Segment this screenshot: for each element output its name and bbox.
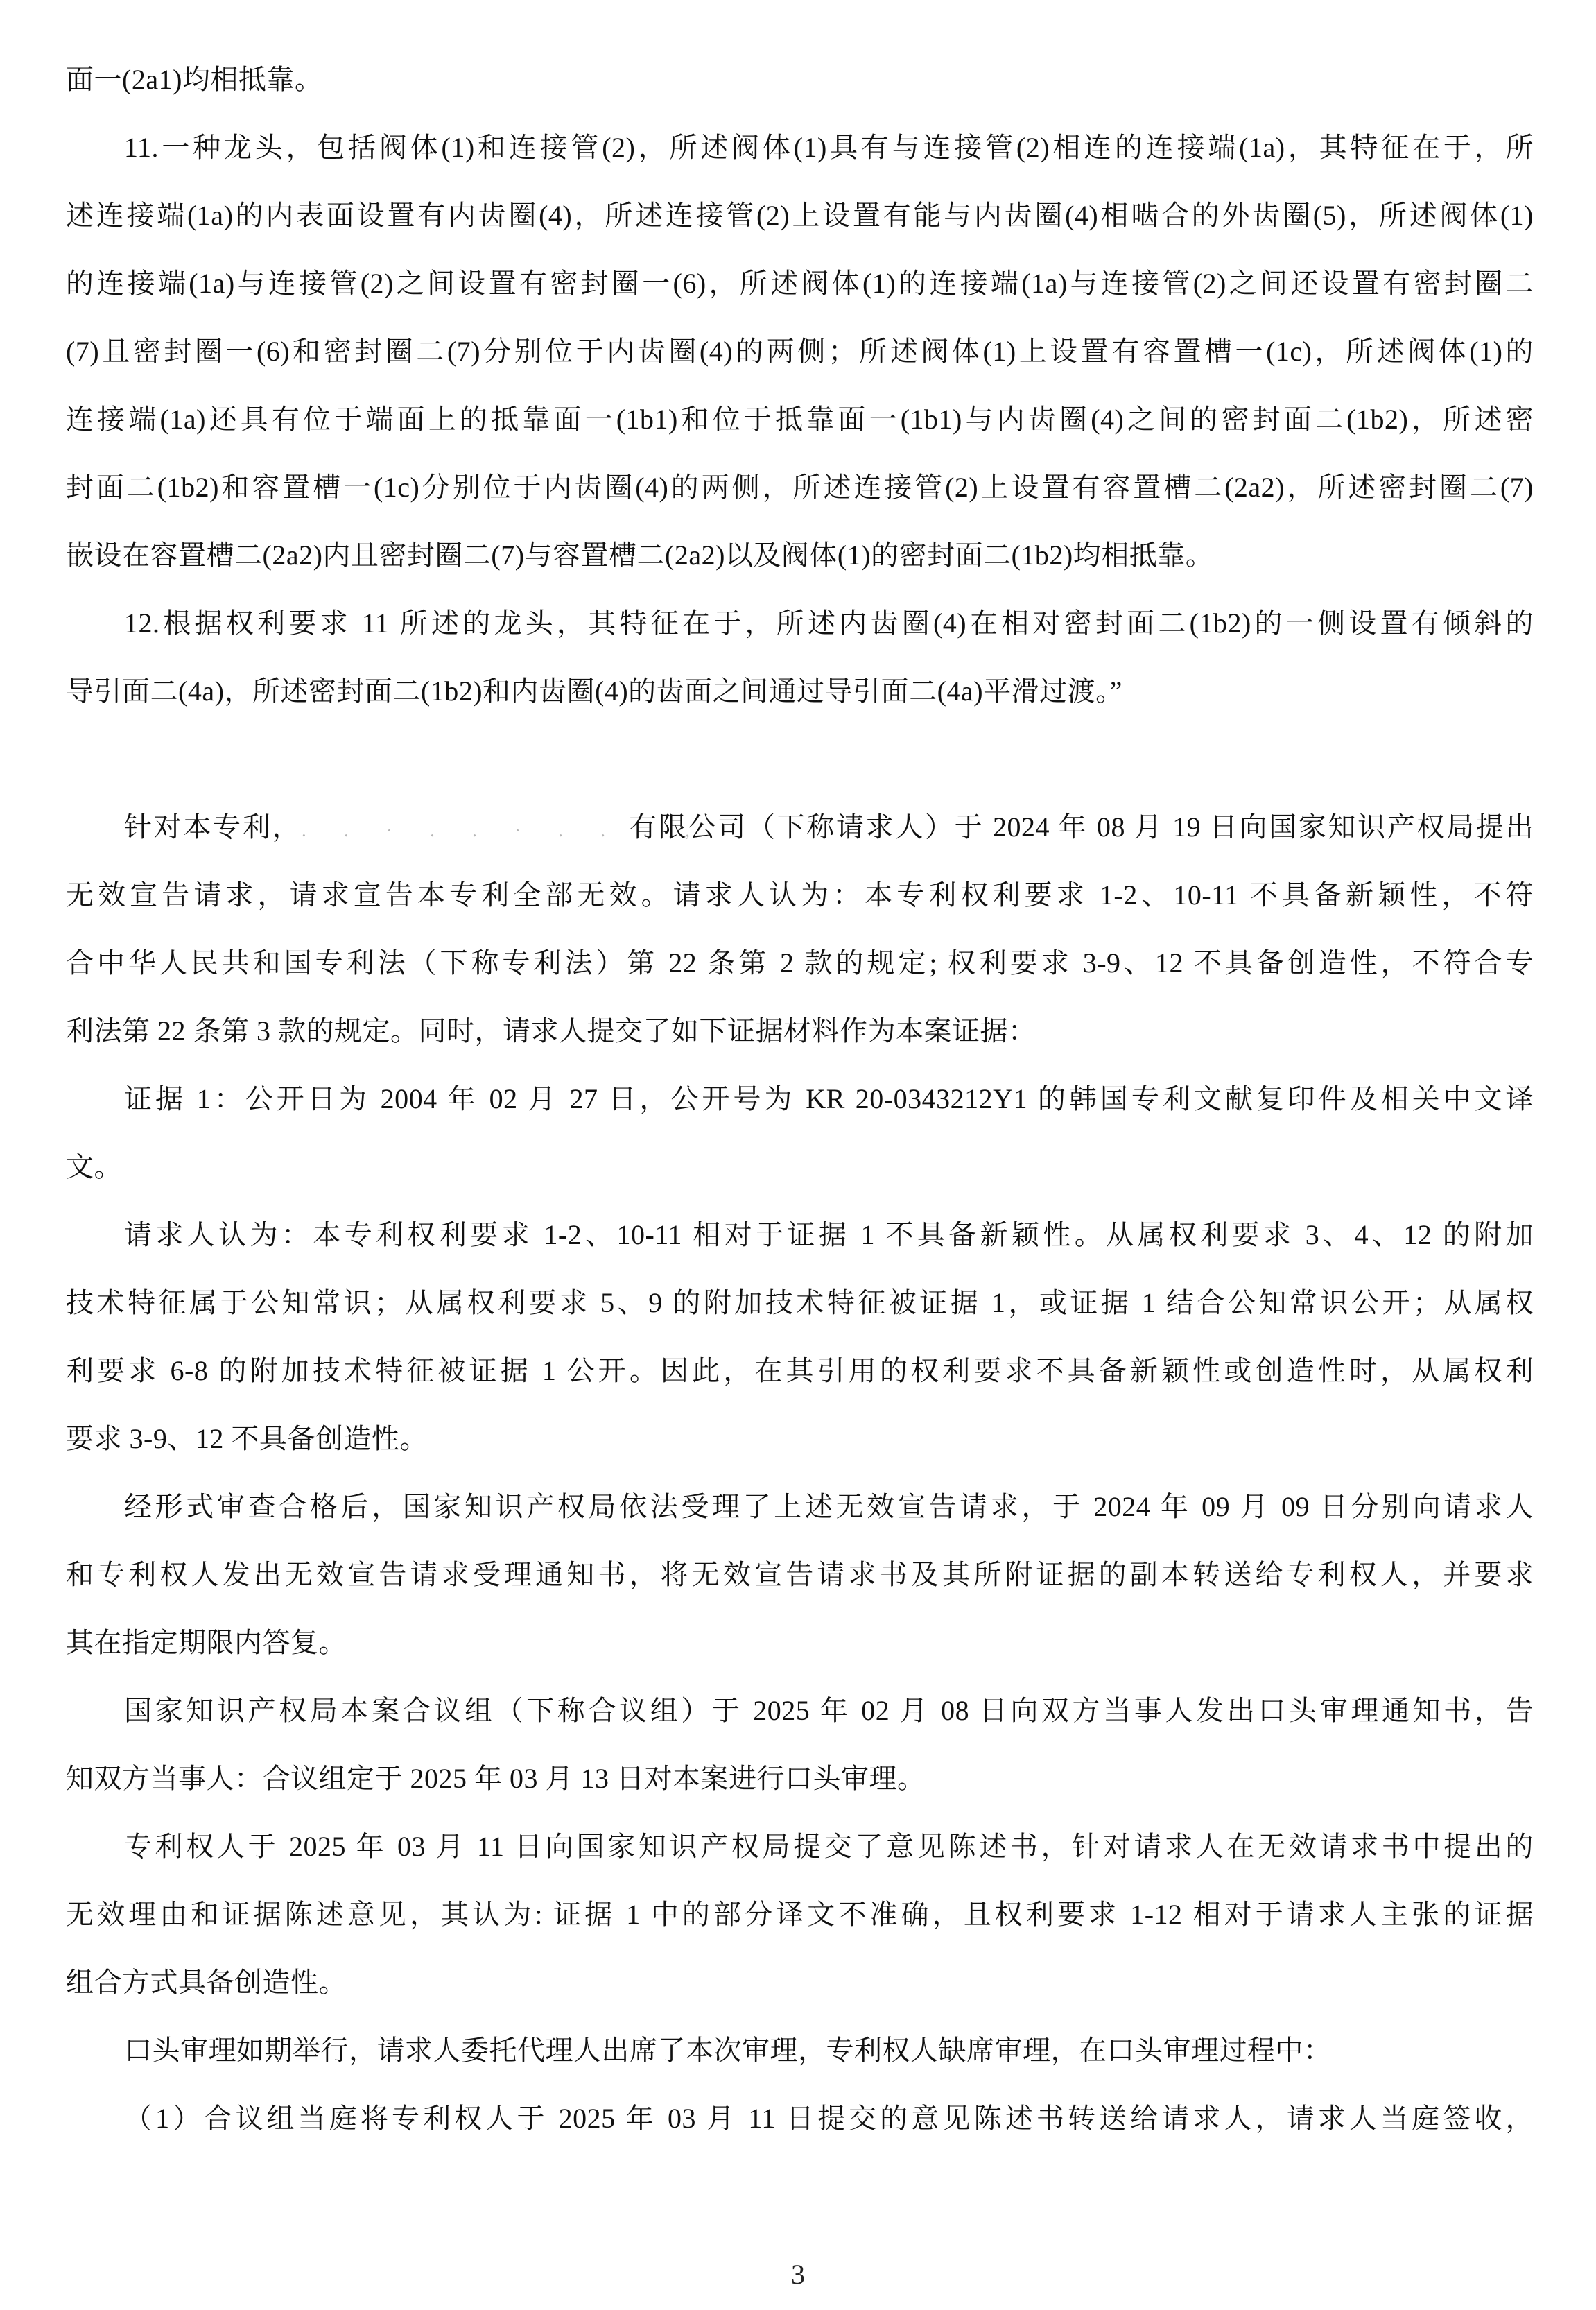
page-number: 3 [791, 2259, 805, 2290]
text-line: 面一(2a1)均相抵靠。 [66, 64, 323, 95]
text-line: 知双方当事人：合议组定于 2025 年 03 月 13 日对本案进行口头审理。 [66, 1763, 926, 1794]
text-line: 针对本专利，. . · . . · . . . ,有限公司（下称请求人）于 2024 年 08 月 19 日向国家知识产权局提出 [66, 793, 1534, 861]
text-line: 国家知识产权局本案合议组（下称合议组）于 2025 年 02 月 08 日向双方当事人发出口头审理通知书，告 [124, 1695, 1534, 1726]
text-line: 述连接端(1a)的内表面设置有内齿圈(4)，所述连接管(2)上设置有能与内齿圈(4)相啮合的外齿圈(5)，所述阀体(1) [66, 200, 1534, 231]
text-line: 导引面二(4a)，所述密封面二(1b2)和内齿圈(4)的齿面之间通过导引面二(4a)平滑过渡。” [66, 675, 1122, 707]
text-line: 11.一种龙头，包括阀体(1)和连接管(2)，所述阀体(1)具有与连接管(2)相连的连接端(1a)，其特征在于，所 [124, 132, 1534, 163]
text-line: 嵌设在容置槽二(2a2)内且密封圈二(7)与容置槽二(2a2)以及阀体(1)的密封面二(1b2)均相抵靠。 [66, 540, 1214, 571]
text-line: 无效理由和证据陈述意见，其认为: 证据 1 中的部分译文不准确，且权利要求 1-12 相对于请求人主张的证据 [66, 1899, 1534, 1930]
text-line: 证据 1：公开日为 2004 年 02 月 27 日，公开号为 KR 20-0343212Y1 的韩国专利文献复印件及相关中文译 [124, 1083, 1534, 1114]
document-text [66, 46, 1534, 2153]
text-line: 技术特征属于公知常识；从属权利要求 5、9 的附加技术特征被证据 1，或证据 1 结合公知常识公开；从属权 [66, 1287, 1534, 1318]
text-line: 无效宣告请求，请求宣告本专利全部无效。请求人认为：本专利权利要求 1-2、10-11 不具备新颖性，不符 [66, 879, 1534, 911]
text-line: 请求人认为：本专利权利要求 1-2、10-11 相对于证据 1 不具备新颖性。从属权利要求 3、4、12 的附加 [124, 1219, 1534, 1250]
text-line: 其在指定期限内答复。 [66, 1627, 347, 1658]
text-line: 要求 3-9、12 不具备创造性。 [66, 1423, 428, 1454]
text-line: 12.根据权利要求 11 所述的龙头，其特征在于，所述内齿圈(4)在相对密封面二(1b2)的一侧设置有倾斜的 [124, 607, 1534, 639]
text-line: 封面二(1b2)和容置槽一(1c)分别位于内齿圈(4)的两侧，所述连接管(2)上设置有容置槽二(2a2)，所述密封圈二(7) [66, 472, 1534, 503]
text-line: 和专利权人发出无效宣告请求受理通知书，将无效宣告请求书及其所附证据的副本转送给专利权人，并要求 [66, 1559, 1534, 1590]
text-line: (7)且密封圈一(6)和密封圈二(7)分别位于内齿圈(4)的两侧；所述阀体(1)上设置有容置槽一(1c)，所述阀体(1)的 [66, 336, 1534, 367]
text-line: 文。 [66, 1151, 122, 1182]
text-line: 利法第 22 条第 3 款的规定。同时，请求人提交了如下证据材料作为本案证据： [66, 1015, 1036, 1046]
text-line: 口头审理如期举行，请求人委托代理人出席了本次审理，专利权人缺席审理，在口头审理过程中： [124, 2035, 1332, 2066]
text-line: 合中华人民共和国专利法（下称专利法）第 22 条第 2 款的规定; 权利要求 3-9、12 不具备创造性，不符合专 [66, 947, 1534, 979]
text-line: （1）合议组当庭将专利权人于 2025 年 03 月 11 日提交的意见陈述书转送给请求人，请求人当庭签收， [124, 2103, 1534, 2134]
text-line: 经形式审查合格后，国家知识产权局依法受理了上述无效宣告请求，于 2024 年 09 月 09 日分别向请求人 [124, 1491, 1534, 1522]
text-line: 连接端(1a)还具有位于端面上的抵靠面一(1b1)和位于抵靠面一(1b1)与内齿圈(4)之间的密封面二(1b2)，所述密 [66, 404, 1534, 435]
text-line: 的连接端(1a)与连接管(2)之间设置有密封圈一(6)，所述阀体(1)的连接端(1a)与连接管(2)之间还设置有密封圈二 [66, 268, 1534, 299]
redacted-company-name: . . · . . · . . . , [302, 820, 706, 841]
blank-line [66, 725, 1534, 793]
text-line: 组合方式具备创造性。 [66, 1967, 347, 1998]
text-line: 利要求 6-8 的附加技术特征被证据 1 公开。因此，在其引用的权利要求不具备新颖性或创造性时，从属权利 [66, 1355, 1534, 1386]
text-line: 专利权人于 2025 年 03 月 11 日向国家知识产权局提交了意见陈述书，针对请求人在无效请求书中提出的 [124, 1831, 1534, 1862]
